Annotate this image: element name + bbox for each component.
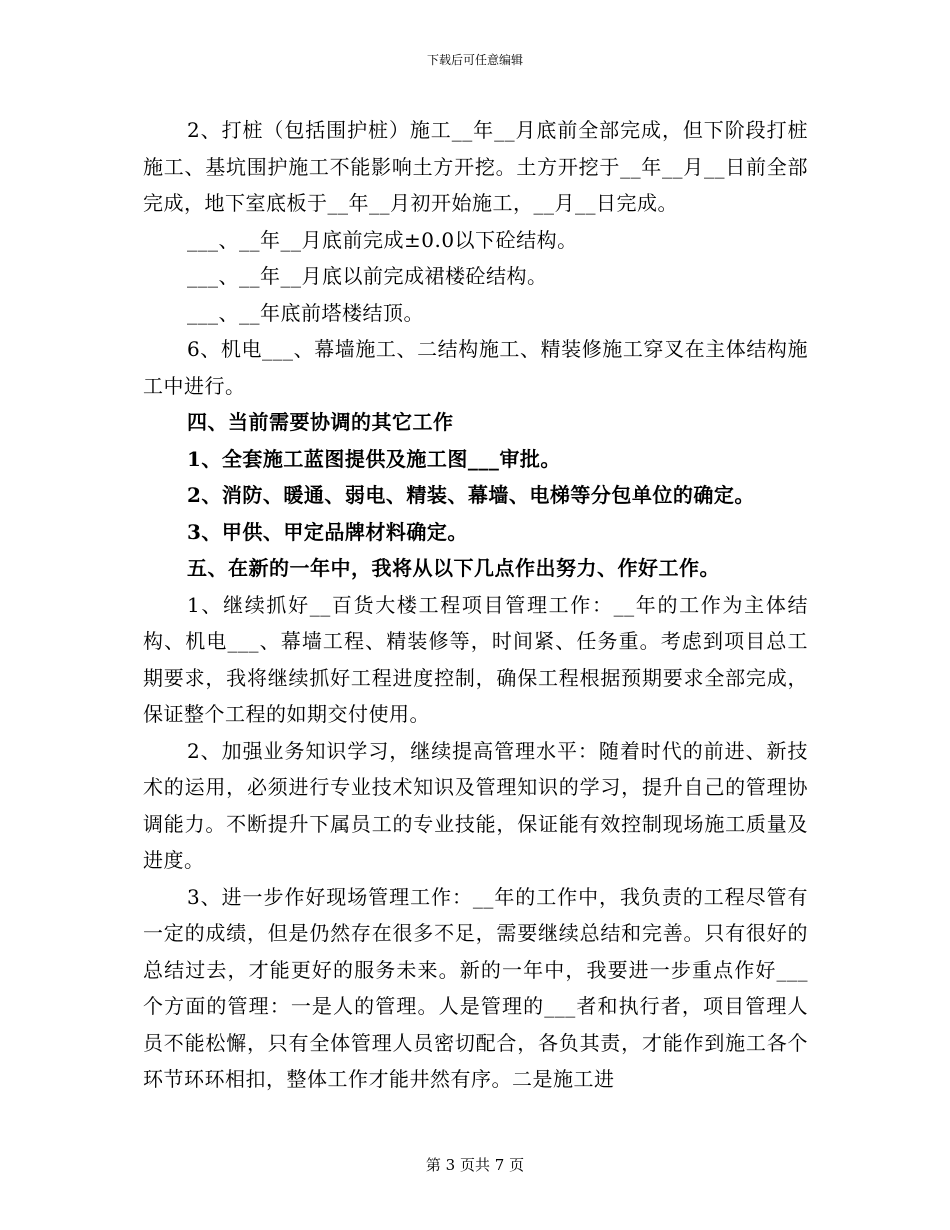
document-body: [143, 112, 808, 1098]
coordination-item-2: 2、消防、暖通、弱电、精装、幕墙、电梯等分包单位的确定。: [187, 483, 755, 507]
coordination-item-1: 1、全套施工蓝图提供及施工图___审批。: [187, 446, 561, 471]
paragraph-site-management: 3、进一步作好现场管理工作：__年的工作中，我负责的工程尽管有一定的成绩，但是仍然存在很多不足，需要继续总结和完善。只有很好的总结过去，才能更好的服务未来。新的一年中，我要进一步重点作好___个方面的管理：一是人的管理。人是管理的___者和执行者，项目管理人员不能松懈，只有全体管理人员密切配合，各负其责，才能作到施工各个环节环环相扣，整体工作才能井然有序。二是施工进: [143, 884, 808, 1091]
page-footer: 第 3 页共 7 页: [425, 1156, 525, 1174]
paragraph-project-management: 1、继续抓好__百货大楼工程项目管理工作：__年的工作为主体结构、机电___、幕墙工程、精装修等，时间紧、任务重。考虑到项目总工期要求，我将继续抓好工程进度控制，确保工程根据预期要求全部完成，保证整个工程的如期交付使用。: [143, 592, 808, 726]
paragraph-learning: 2、加强业务知识学习，继续提高管理水平：随着时代的前进、新技术的运用，必须进行专业技术知识及管理知识的学习，提升自己的管理协调能力。不断提升下属员工的专业技能，保证能有效控制现场施工质量及进度。: [143, 738, 808, 872]
paragraph-piling: 2、打桩（包括围护桩）施工__年__月底前全部完成，但下阶段打桩施工、基坑围护施工不能影响土方开挖。土方开挖于__年__月__日前全部完成，地下室底板于__年__月初开始施工，__月__日完成。: [143, 118, 808, 215]
section-heading-new-year: 五、在新的一年中，我将从以下几点作出努力、作好工作。: [187, 556, 720, 580]
paragraph-mep: 6、机电___、幕墙施工、二结构施工、精装修施工穿叉在主体结构施工中进行。: [143, 337, 808, 398]
coordination-item-3: 3、甲供、甲定品牌材料确定。: [187, 519, 468, 544]
paragraph-podium: ___、__年__月底以前完成裙楼砼结构。: [187, 264, 548, 288]
page-header: 下载后可任意编辑: [426, 53, 523, 67]
paragraph-foundation: ___、__年__月底前完成±0.0以下砼结构。: [187, 227, 578, 252]
section-heading-coordination: 四、当前需要协调的其它工作: [187, 410, 454, 434]
paragraph-tower-topping: ___、__年底前塔楼结顶。: [187, 300, 424, 325]
